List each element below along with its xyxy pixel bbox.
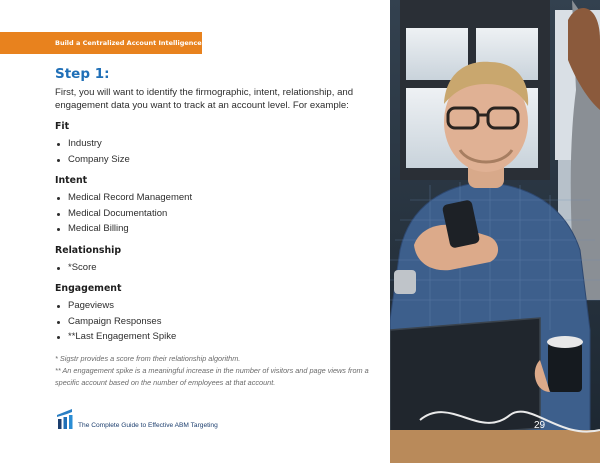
section-engagement xyxy=(55,283,377,345)
list-item: Medical Documentation xyxy=(55,206,377,222)
footer-guide-title: The Complete Guide to Effective ABM Targeting xyxy=(78,422,218,429)
section-intent xyxy=(55,175,377,237)
section-relationship xyxy=(55,245,377,276)
office-man-phone-illustration xyxy=(390,0,600,463)
bullet-list xyxy=(55,260,377,276)
list-item: *Score xyxy=(55,260,377,276)
bullet-list xyxy=(55,190,377,237)
banner-title: Build a Centralized Account Intelligence Center xyxy=(55,39,229,47)
list-item: Industry xyxy=(55,136,377,152)
list-item: Medical Record Management xyxy=(55,190,377,206)
bullet-list xyxy=(55,298,377,345)
footnotes xyxy=(55,353,377,389)
page-number: 29 xyxy=(534,420,546,431)
bar-chart-logo-icon xyxy=(55,408,75,430)
footnote: ** An engagement spike is a meaningful increase in the number of visitors and page views from a specific account based on the number of employees at that account. xyxy=(55,365,369,387)
header-banner xyxy=(0,32,229,54)
footnote: * Sigstr provides a score from their relationship algorithm. xyxy=(55,353,241,363)
hero-photo xyxy=(390,0,600,463)
section-title: Fit xyxy=(55,121,70,132)
bullet-list xyxy=(55,136,377,167)
list-item: Medical Billing xyxy=(55,221,377,237)
section-fit xyxy=(55,121,377,167)
list-item: Company Size xyxy=(55,152,377,168)
section-title: Relationship xyxy=(55,244,122,256)
main-content xyxy=(55,66,377,389)
list-item: **Last Engagement Spike xyxy=(55,329,377,345)
step-intro: First, you will want to identify the firmographic, intent, relationship, and engagement data you want to track at an account level. For example: xyxy=(55,87,354,111)
list-item: Campaign Responses xyxy=(55,314,377,330)
list-item: Pageviews xyxy=(55,298,377,314)
section-title: Engagement xyxy=(55,283,122,294)
section-title: Intent xyxy=(55,175,88,186)
step-title: Step 1: xyxy=(55,66,110,82)
